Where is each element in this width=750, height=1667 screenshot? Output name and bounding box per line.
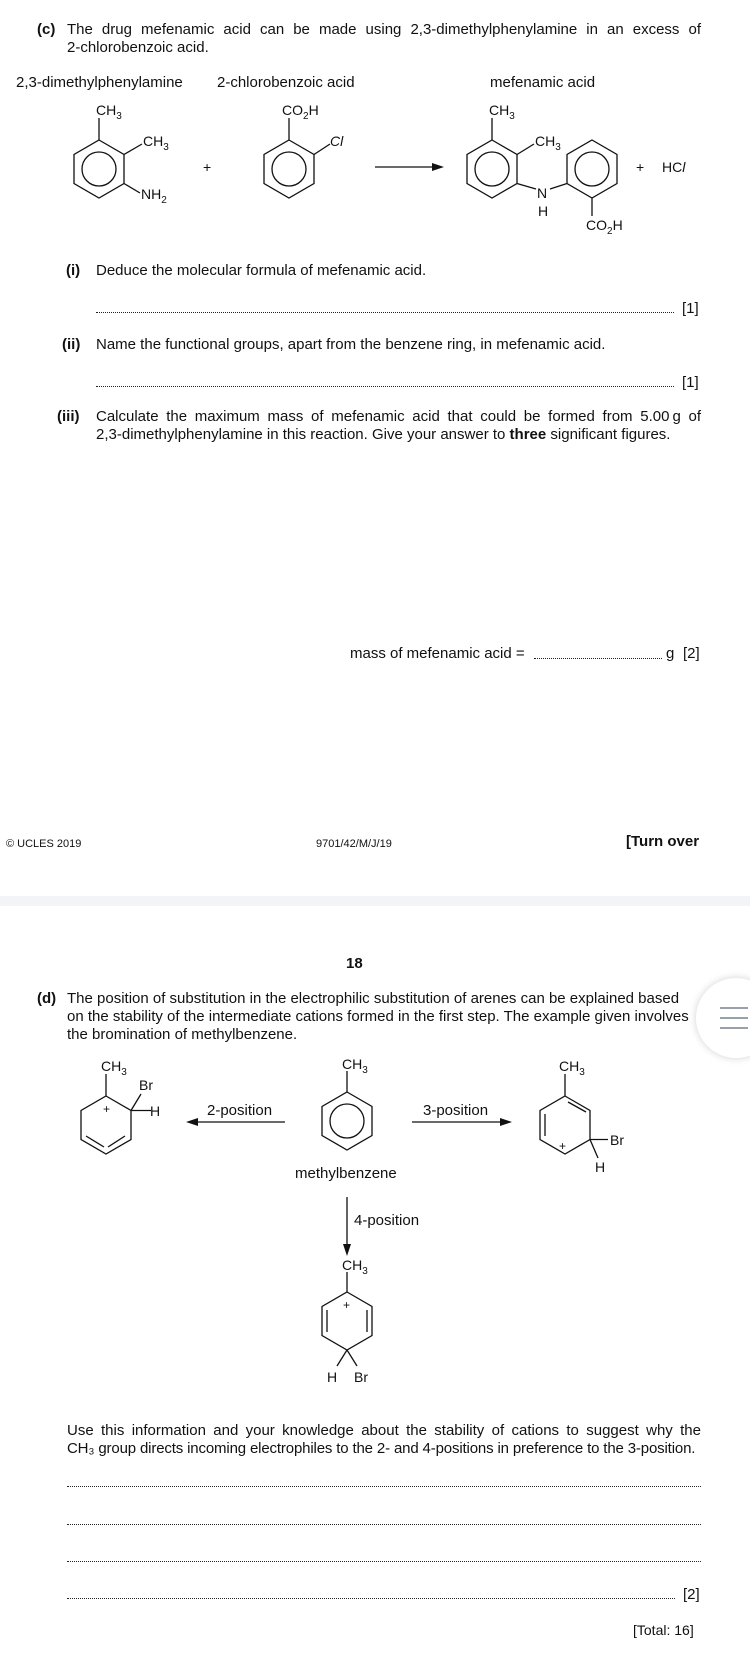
svg-text:Br: Br	[139, 1077, 153, 1093]
methylbenzene-label: methylbenzene	[295, 1165, 397, 1182]
svg-text:H: H	[327, 1369, 338, 1385]
part-d-intro-line1: The position of substitution in the electrophilic substitution of arenes can be explained based	[67, 990, 680, 1007]
footer-copyright: © UCLES 2019	[6, 838, 82, 850]
svg-text:CO2H: $CO_2H$	[586, 217, 623, 237]
part-c-intro-line2: 2-chlorobenzoic acid.	[67, 39, 209, 56]
svg-text:CH3: $CH_3$	[342, 1056, 368, 1076]
svg-text:+: +	[103, 1102, 111, 1116]
svg-text:HCl: HCl	[662, 159, 686, 175]
svg-text:CH3: $CH_3$	[535, 133, 561, 153]
svg-text:H: H	[595, 1159, 606, 1175]
part-c-intro-line1: The drug mefenamic acid can be made using 2,3-dimethylphenylamine in an excess of	[67, 21, 701, 38]
part-d-intro-line2: on the stability of the intermediate cations formed in the first step. The example given involves	[67, 1008, 689, 1025]
compound-name-product: mefenamic acid	[490, 74, 596, 91]
svg-text:+: +	[636, 159, 645, 175]
svg-text:CO2H: $CO_2H$	[282, 102, 319, 122]
arrow-label-4-position: 4-position	[354, 1212, 420, 1229]
svg-text:CH3: $CH_3$	[96, 102, 122, 122]
part-c-label: (c)	[37, 21, 56, 38]
svg-text:Cl: Cl	[330, 133, 344, 149]
svg-text:NH2: $NH_2$	[141, 186, 167, 206]
page-number: 18	[346, 955, 363, 972]
arrow-label-3-position: 3-position	[423, 1102, 489, 1119]
question-i-label: (i)	[66, 262, 81, 279]
part-d-label: (d)	[37, 990, 57, 1007]
svg-text:N: N	[537, 185, 548, 201]
mark-iii: [2]	[683, 645, 700, 662]
svg-text:+: +	[203, 159, 212, 175]
answer-line-d-3[interactable]	[67, 1561, 701, 1562]
svg-text:Br: Br	[610, 1132, 624, 1148]
svg-text:CH3: $CH_3$	[342, 1257, 368, 1277]
question-iii-line1: Calculate the maximum mass of mefenamic acid that could be formed from 5.00 g of	[96, 408, 701, 425]
answer-line-d-2[interactable]	[67, 1524, 701, 1525]
svg-text:+: +	[343, 1298, 351, 1312]
svg-text:H: H	[538, 203, 549, 219]
total-marks: [Total: 16]	[633, 1622, 694, 1638]
question-iii-line2-pre: 2,3-dimethylphenylamine in this reaction. Give your answer to	[96, 426, 510, 443]
question-i-text: Deduce the molecular formula of mefenamic acid.	[96, 262, 427, 279]
svg-text:H: H	[150, 1103, 161, 1119]
footer-turn-over: [Turn over	[626, 833, 700, 850]
part-d-intro-line3: the bromination of methylbenzene.	[67, 1026, 298, 1043]
answer-line-d-1[interactable]	[67, 1486, 701, 1487]
answer-line-d-4[interactable]	[67, 1598, 675, 1599]
question-iii-label: (iii)	[57, 408, 80, 425]
question-iii-line2-bold: three	[509, 426, 547, 443]
svg-text:CH3: $CH_3$	[101, 1058, 127, 1078]
answer-unit: g	[666, 645, 675, 662]
compound-name-reactant-1: 2,3-dimethylphenylamine	[16, 74, 183, 91]
svg-text:CH3: $CH_3$	[143, 133, 169, 153]
svg-text:CH3: $CH_3$	[489, 102, 515, 122]
arrow-label-2-position: 2-position	[207, 1102, 273, 1119]
svg-text:+: +	[559, 1139, 567, 1153]
part-d-prompt-line1: Use this information and your knowledge about the stability of cations to suggest why the	[67, 1422, 701, 1439]
compound-name-reactant-2: 2-chlorobenzoic acid	[217, 74, 355, 91]
question-iii-line2-post: significant figures.	[546, 426, 671, 443]
footer-code: 9701/42/M/J/19	[316, 838, 392, 850]
question-ii-text: Name the functional groups, apart from the benzene ring, in mefenamic acid.	[96, 336, 606, 353]
svg-text:Br: Br	[354, 1369, 368, 1385]
mark-i: [1]	[682, 300, 699, 317]
part-d-prompt-line2: CH₃ group directs incoming electrophiles to the 2- and 4-positions in preference to the 3-position.	[67, 1440, 696, 1457]
answer-label-mass: mass of mefenamic acid =	[350, 645, 525, 662]
mark-ii: [1]	[682, 374, 699, 391]
question-ii-label: (ii)	[62, 336, 81, 353]
mark-d: [2]	[683, 1586, 700, 1603]
svg-text:CH3: $CH_3$	[559, 1058, 585, 1078]
